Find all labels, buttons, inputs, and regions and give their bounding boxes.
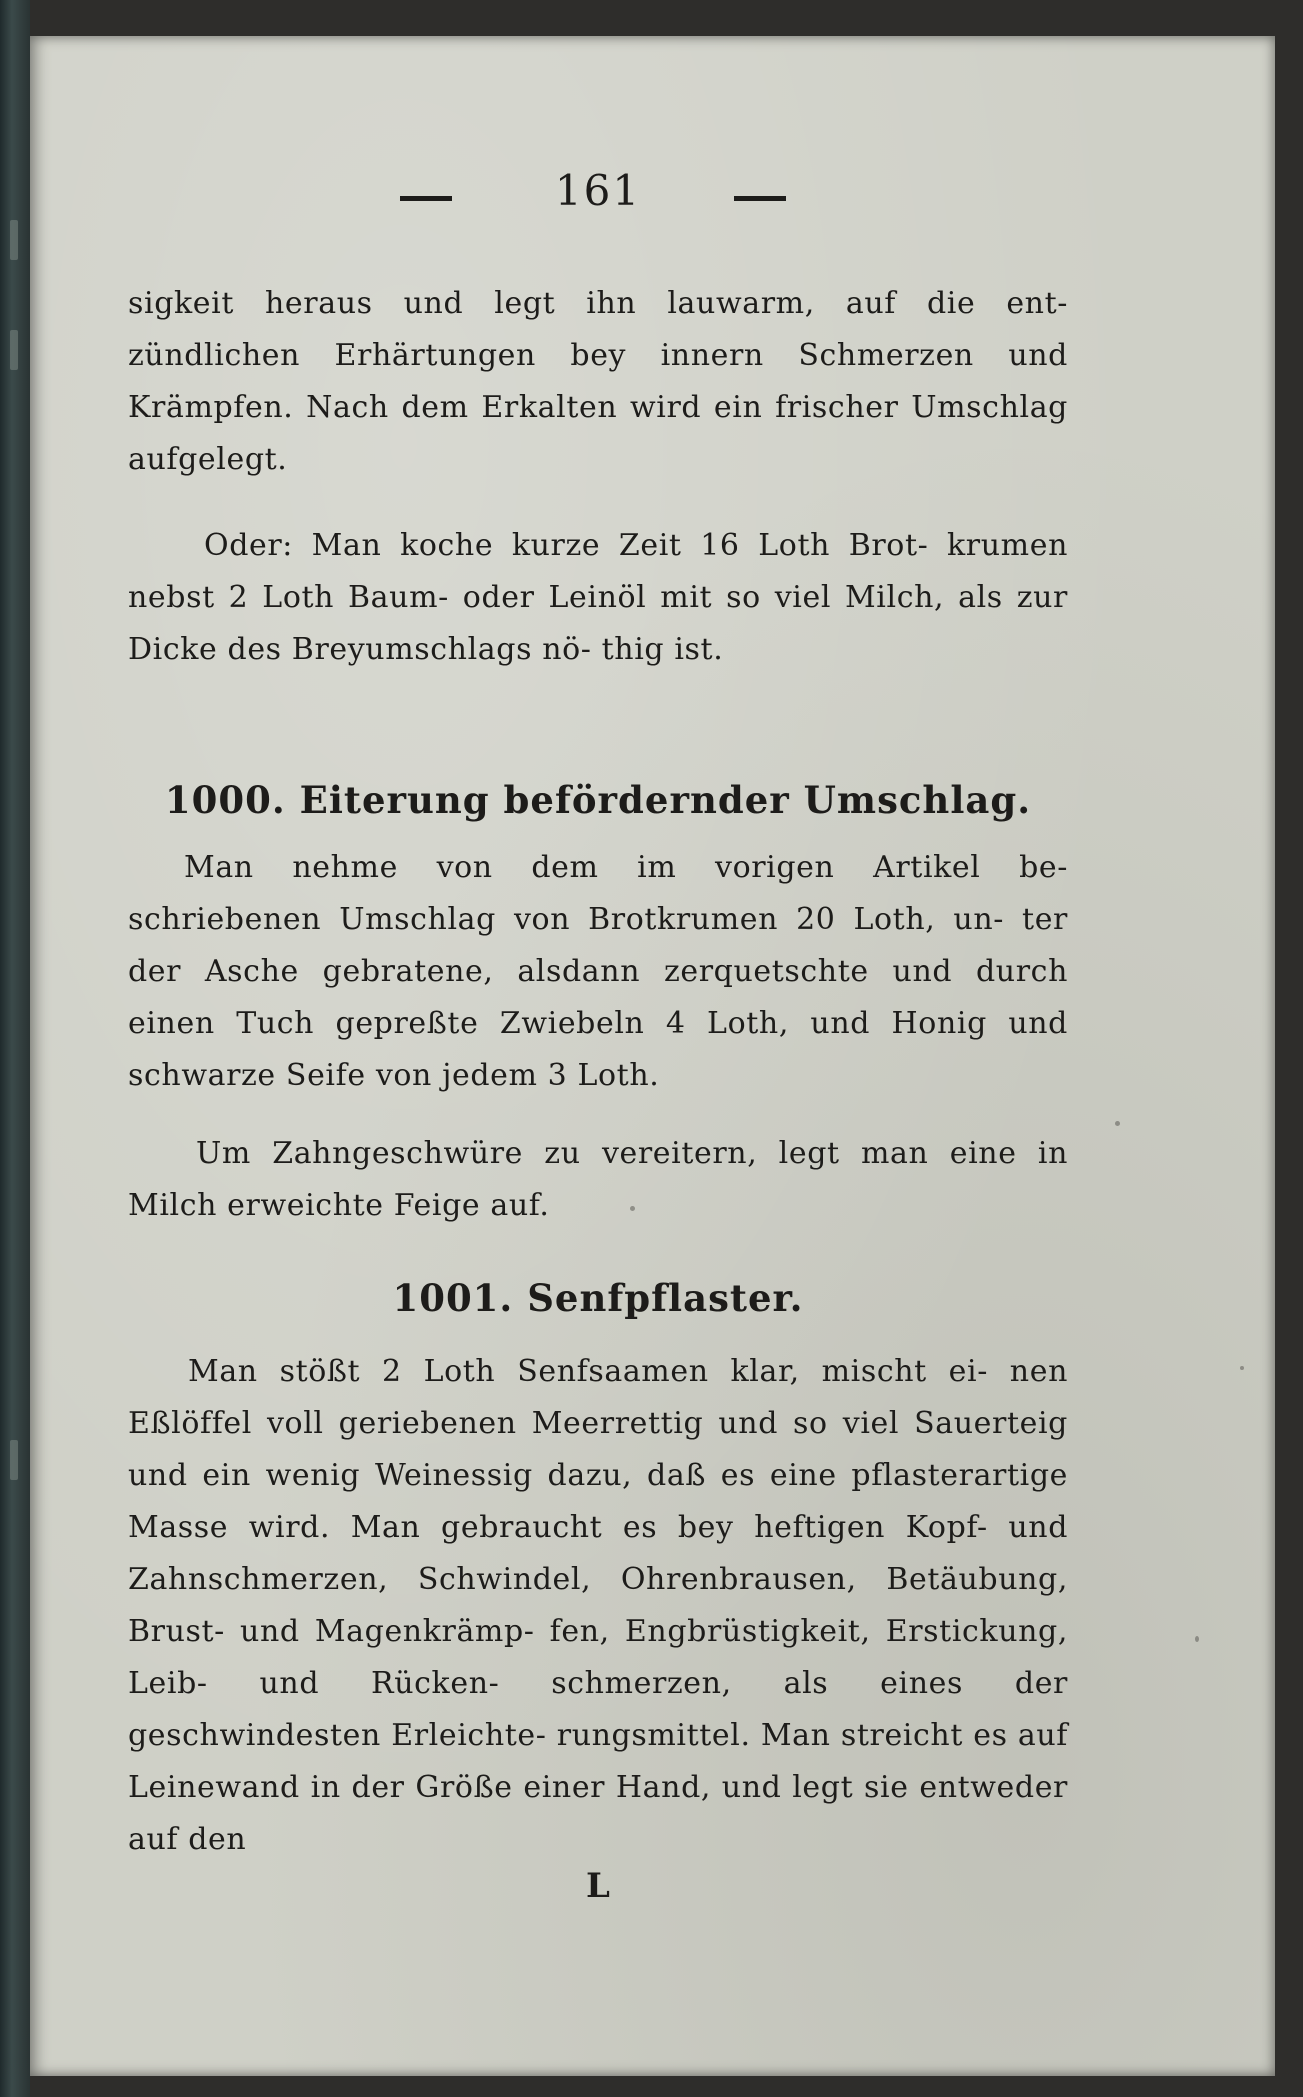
section-heading-1001: 1001. Senfpflaster. — [392, 1276, 804, 1320]
spine-mark — [10, 330, 18, 370]
paper-speck — [1240, 1366, 1244, 1370]
section-heading-1000: 1000. Eiterung befördernder Umschlag. — [164, 778, 1032, 822]
paragraph-1001-recipe: Man stößt 2 Loth Senfsaamen klar, mischt ei- nen Eßlöffel voll geriebenen Meerrettig und so viel Sauerteig und ein wenig Weinessig dazu, daß es eine pflasterartige Masse wird. Man gebraucht es bey heftigen Kopf- und Zahnschmerzen, Schwindel, Ohrenbrausen, Betäubung, Brust- und Magenkrämp- fen, Engbrüstigkeit, Erstickung, Leib- und Rücken- schmerzen, als eines der geschwindesten Erleichte- rungsmittel. Man streicht es auf Leinewand in der Größe einer Hand, und legt sie entweder auf den — [128, 1354, 1068, 1857]
book-page — [30, 36, 1275, 2076]
paragraph-1000-recipe: Man nehme von dem im vorigen Artikel be- schriebenen Umschlag von Brotkrumen 20 Loth, un- ter der Asche gebratene, alsdann zerquetschte und durch einen Tuch gepreßte Zwiebeln 4 Loth, und Honig und schwarze Seife von jedem 3 Loth. — [128, 850, 1068, 1093]
spine-mark — [10, 220, 18, 260]
page-number: 161 — [554, 166, 642, 215]
paragraph-1000-note: Um Zahngeschwüre zu vereitern, legt man eine in Milch erweichte Feige auf. — [128, 1136, 1068, 1223]
paragraph-oder: Oder: Man koche kurze Zeit 16 Loth Brot- krumen nebst 2 Loth Baum- oder Leinöl mit so viel Milch, als zur Dicke des Breyumschlags nö- thig ist. — [128, 528, 1068, 667]
signature-mark: L — [586, 1866, 610, 1906]
page-header — [128, 166, 1068, 226]
header-dash-right — [734, 196, 786, 201]
paper-speck — [1115, 1121, 1120, 1126]
paper-speck — [1195, 1636, 1199, 1642]
book-spine-edge — [0, 0, 30, 2097]
paragraph-continued: sigkeit heraus und legt ihn lauwarm, auf die ent- zündlichen Erhärtungen bey innern Schmerzen und Krämpfen. Nach dem Erkalten wird ein frischer Umschlag aufgelegt. — [128, 286, 1068, 477]
spine-mark — [10, 1440, 18, 1480]
